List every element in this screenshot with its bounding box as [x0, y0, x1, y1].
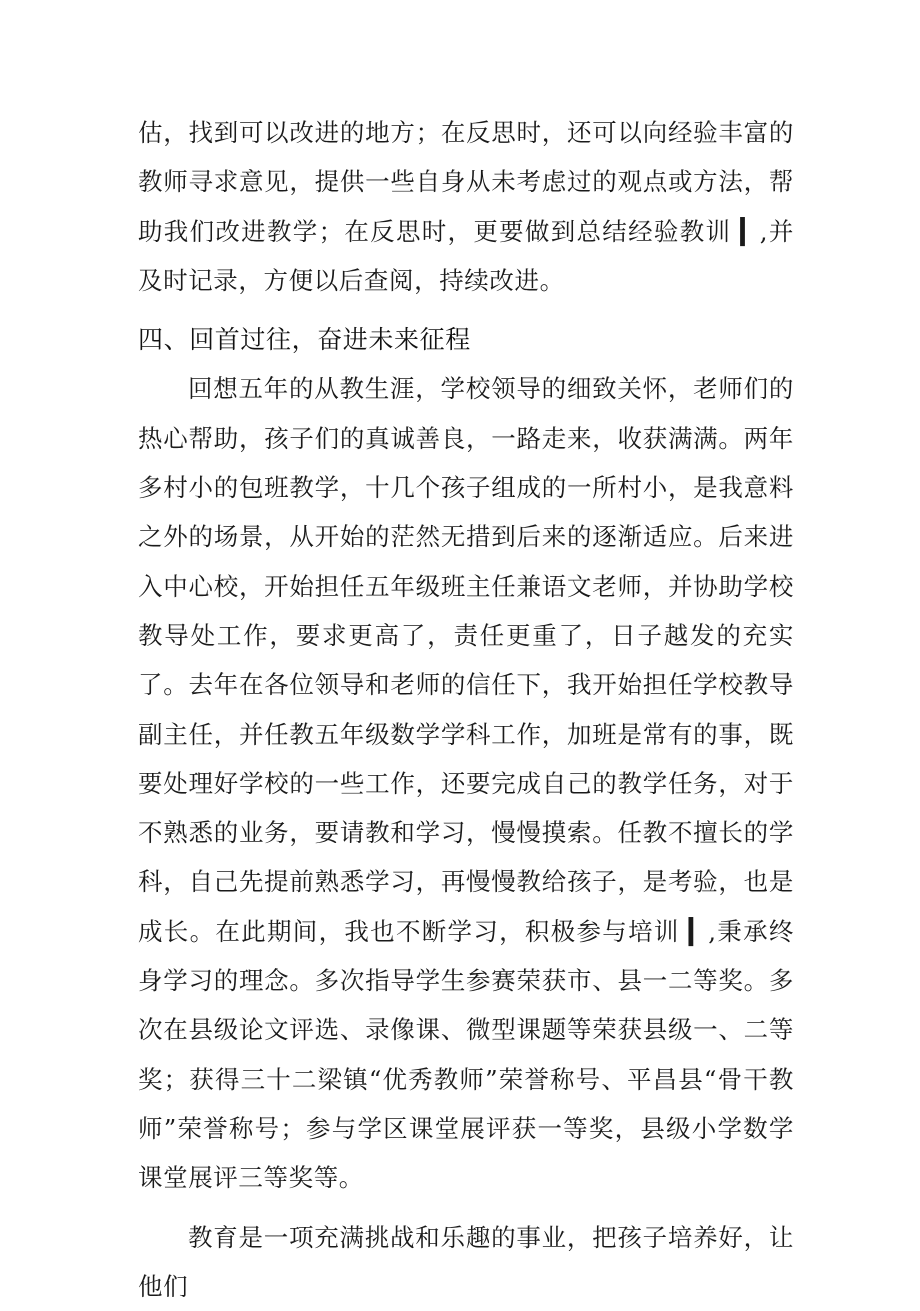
paragraph-closing: 教育是一项充满挑战和乐趣的事业，把孩子培养好，让他们: [138, 1222, 794, 1301]
paragraph-continued: 估，找到可以改进的地方；在反思时，还可以向经验丰富的教师寻求意见，提供一些自身从未考虑过的观点或方法，帮助我们改进教学；在反思时，更要做到总结经验教训 ▎,并及时记录，方便以后查阅，持续改进。: [138, 118, 794, 295]
spacer: [138, 1203, 794, 1213]
spacer: [138, 305, 794, 315]
document-body: [138, 108, 794, 1311]
paragraph-reflection: 回想五年的从教生涯，学校领导的细致关怀，老师们的热心帮助，孩子们的真诚善良，一路走来，收获满满。两年多村小的包班教学，十几个孩子组成的一所村小，是我意料之外的场景，从开始的茫然无措到后来的逐渐适应。后来进入中心校，开始担任五年级班主任兼语文老师，并协助学校教导处工作，要求更高了，责任更重了，日子越发的充实了。去年在各位领导和老师的信任下，我开始担任学校教导副主任，并任教五年级数学学科工作，加班是常有的事，既要处理好学校的一些工作，还要完成自己的教学任务，对于不熟悉的业务，要请教和学习，慢慢摸索。任教不擅长的学科，自己先提前熟悉学习，再慢慢教给孩子，是考验，也是成长。在此期间，我也不断学习，积极参与培训 ▎,秉承终身学习的理念。多次指导学生参赛荣获市、县一二等奖。多次在县级论文评选、录像课、微型课题等荣获县级一、二等奖；获得三十二梁镇“优秀教师”荣誉称号、平昌县“骨干教师”荣誉称号；参与学区课堂展评获一等奖，县级小学数学课堂展评三等奖等。: [138, 374, 794, 1193]
section-heading: 四、回首过往，奋进未来征程: [138, 325, 471, 355]
